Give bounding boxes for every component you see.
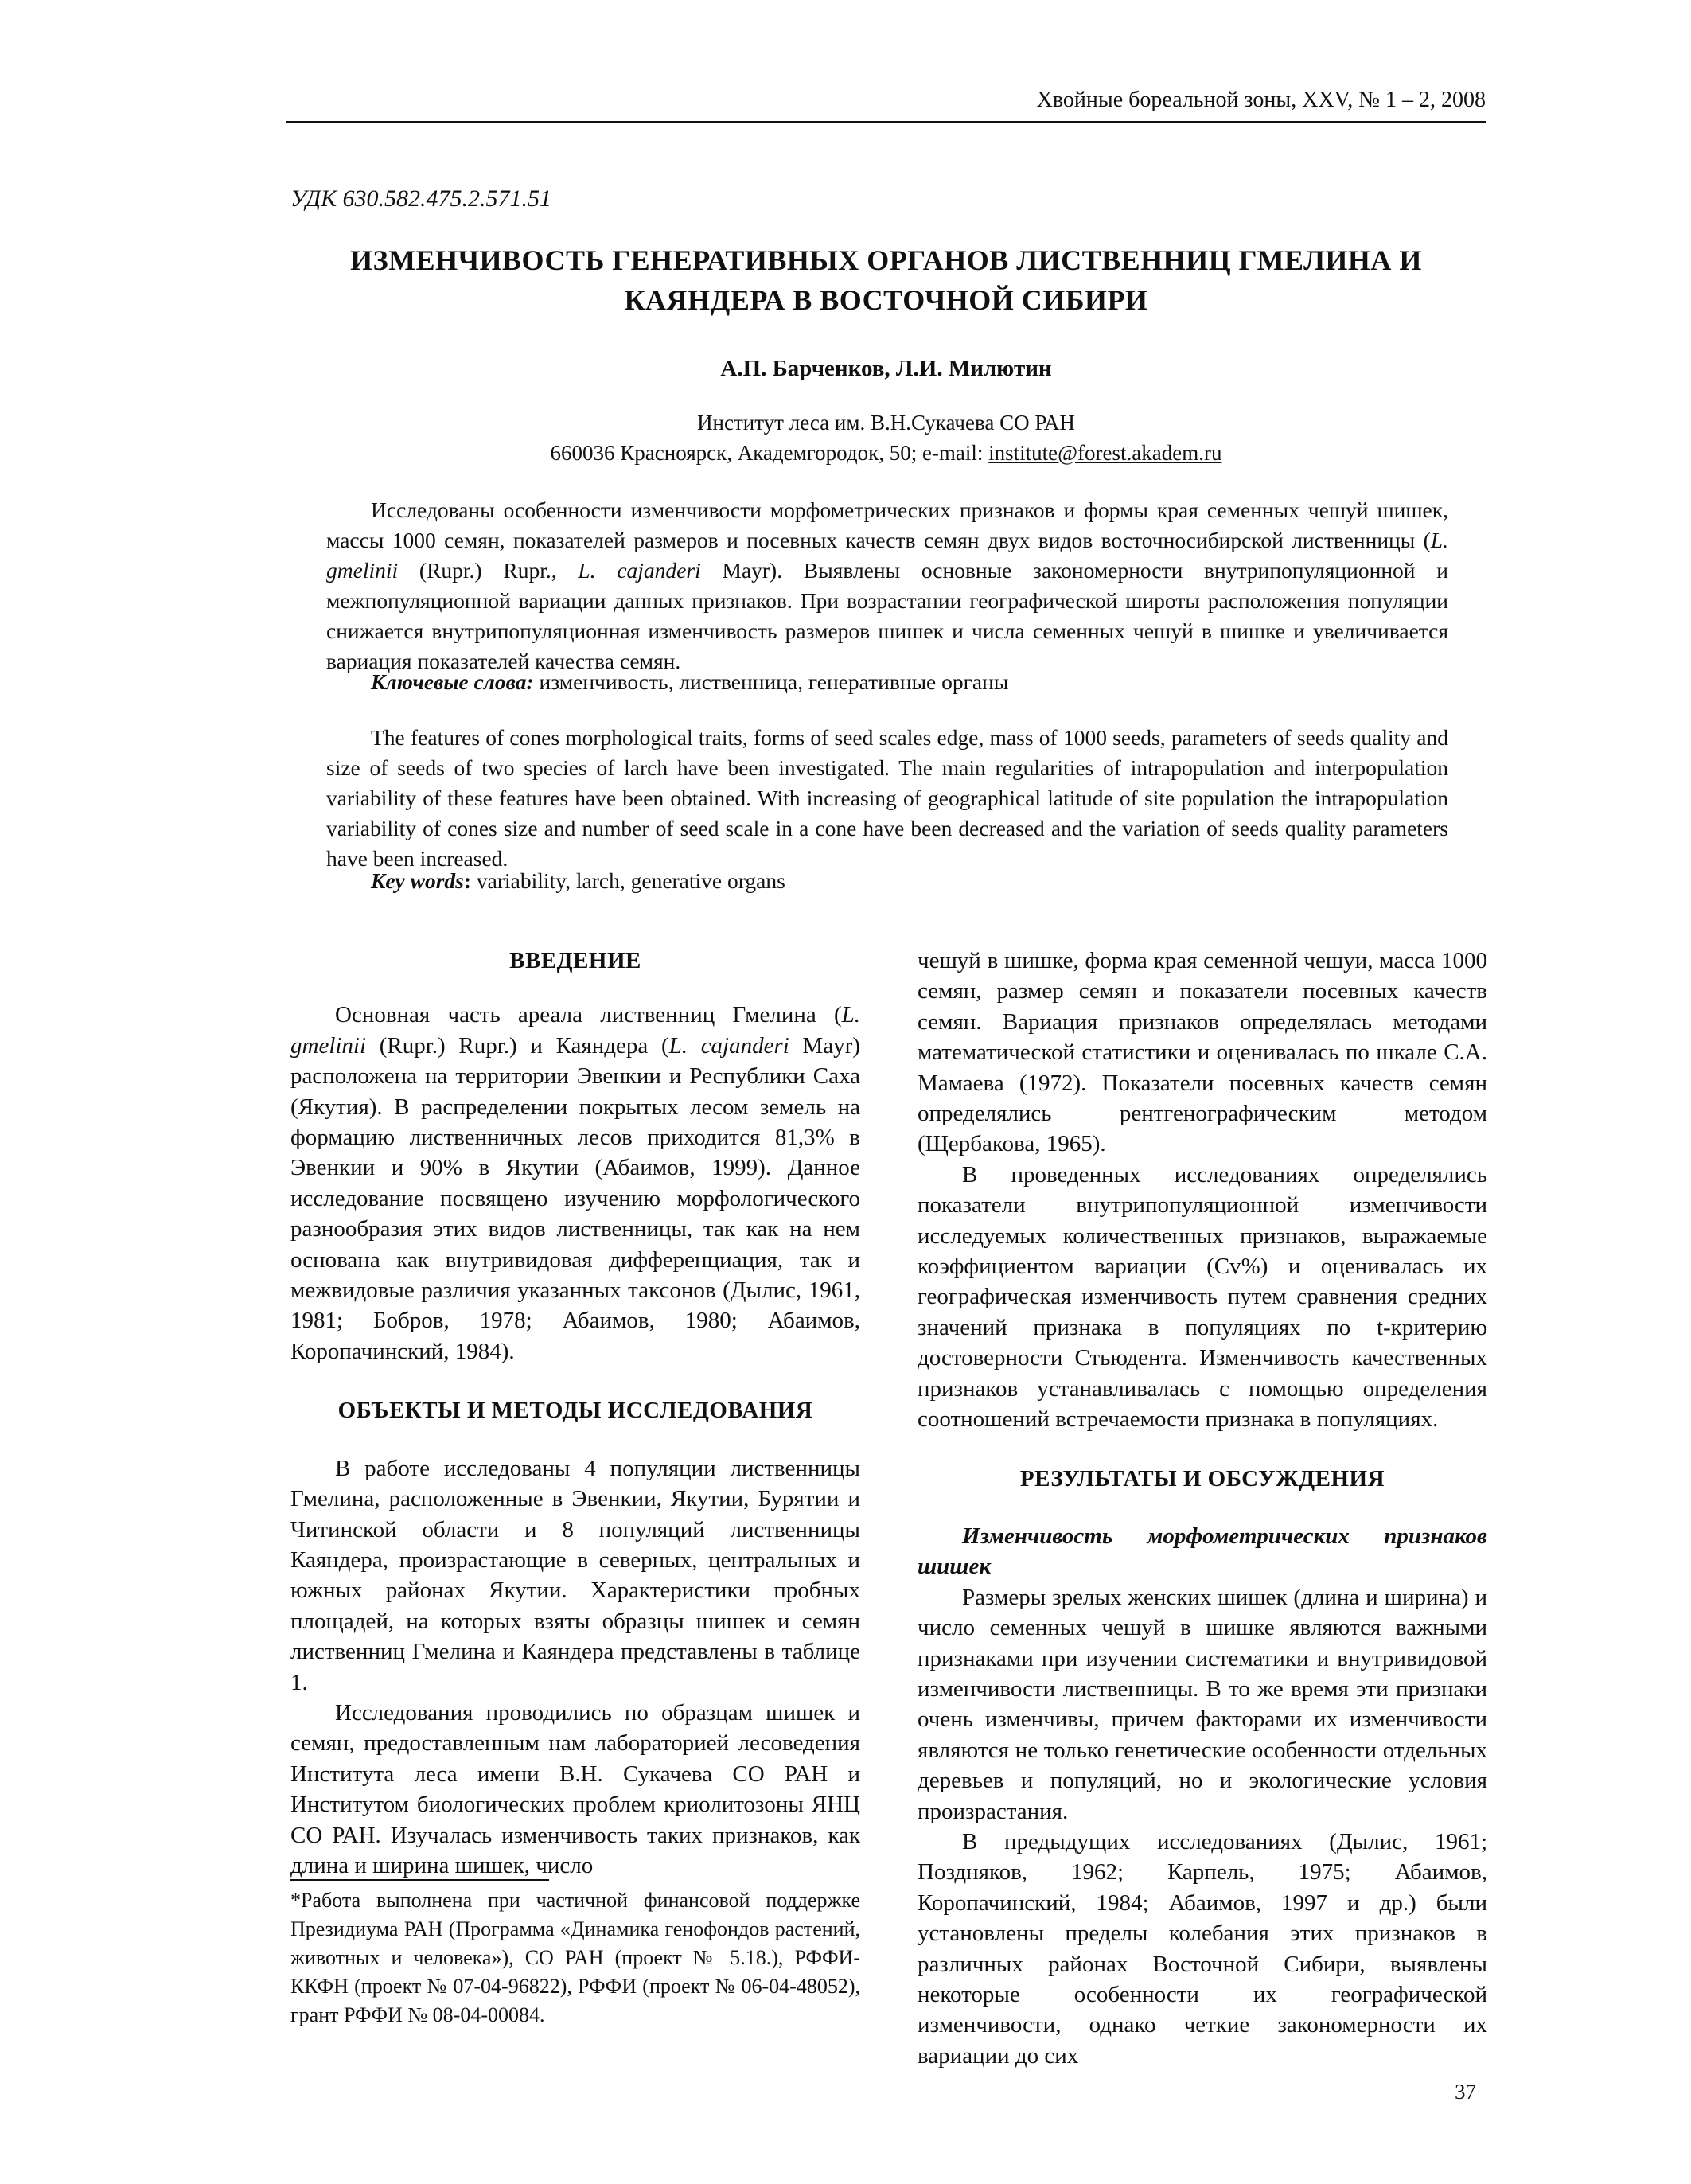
abstract-ru-part-2: (Rupr.) Rupr.,: [398, 558, 579, 583]
keywords-list: изменчивость, лиственница, генеративные органы: [533, 669, 1009, 694]
subsection-heading: Изменчивость морфометрических признаков шишек: [918, 1523, 1487, 1580]
paragraph: [290, 1000, 860, 1367]
abstract-russian-text: [326, 495, 1448, 677]
affiliation-institute: Институт леса им. В.Н.Сукачева СО РАН: [697, 411, 1075, 435]
section-heading-results: РЕЗУЛЬТАТЫ И ОБСУЖДЕНИЯ: [1019, 1465, 1385, 1492]
keywords-list: variability, larch, generative organs: [471, 868, 785, 893]
species-name: L. cajanderi: [668, 1032, 789, 1059]
affiliation-address: [286, 438, 1486, 468]
species-name: L. gmelinii: [326, 528, 1448, 583]
keywords-colon: :: [463, 868, 472, 893]
abstract-ru-part-3: Mayr). Выявлены основные закономерности внутрипопуляционной и межпопуляционной вариации данных признаков. При возрастании географической широты расположения популяции снижается внутрипопуляционная изменчивость размеров шишек и числа семенных чешуй в шишке и увеличивается вариация показателей качества семян.: [326, 558, 1448, 673]
email-link[interactable]: institute@forest.akadem.ru: [988, 441, 1222, 465]
paragraph: В проведенных исследованиях определялись показатели внутрипопуляционной изменчивости исследуемых количественных признаков, выражаемые коэффициентом вариации (Cv%) и оценивалась их географическая изменчивость путем сравнения средних значений признака в популяциях по t-критерию достоверности Стьюдента. Изменчивость качественных признаков устанавливалась с помощью определения соотношений встречаемости признака в популяциях.: [918, 1161, 1487, 1433]
header-rule: [286, 121, 1486, 123]
intro-part-3: Mayr) расположена на территории Эвенкии и Республики Саха (Якутия). В распределении покрытых лесом земель на формацию лиственничных лесов приходится 81,3% в Эвенкии и 90% в Якутии (Абаимов, 1999). Данное исследование посвящено изучению морфологического разнообразия этих видов лиственницы, так как на нем основана как внутривидовая дифференциация, так и межвидовые различия указанных таксонов (Дылис, 1961, 1981; Бобров, 1978; Абаимов, 1980; Абаимов, Коропачинский, 1984).: [290, 1032, 861, 1364]
affiliation: [286, 408, 1486, 468]
affiliation-address-text: 660036 Красноярск, Академгородок, 50; e-mail:: [550, 441, 989, 465]
authors: А.П. Барченков, Л.И. Милютин: [720, 356, 1052, 381]
running-head: Хвойные бореальной зоны, XXV, № 1 – 2, 2008: [1036, 88, 1486, 112]
section-heading-methods: ОБЪЕКТЫ И МЕТОДЫ ИССЛЕДОВАНИЯ: [337, 1398, 813, 1424]
intro-part-1: Основная часть ареала лиственниц Гмелина (: [335, 1002, 842, 1028]
udk-code: УДК 630.582.475.2.571.51: [290, 185, 551, 212]
abstract-ru-part-1: Исследованы особенности изменчивости морфометрических признаков и формы края семенных чешуй шишек, массы 1000 семян, показателей размеров и посевных качеств семян двух видов восточносибирской лиственницы (: [326, 497, 1448, 552]
keywords-label: Key words: [371, 868, 464, 893]
paper-title-line-1: ИЗМЕНЧИВОСТЬ ГЕНЕРАТИВНЫХ ОРГАНОВ ЛИСТВЕННИЦ ГМЕЛИНА И: [350, 244, 1422, 276]
paragraph: В предыдущих исследованиях (Дылис, 1961; Поздняков, 1962; Карпель, 1975; Абаимов, Коропачинский, 1984; Абаимов, 1997 и др.) были установлены пределы колебания этих признаков в различных районах Восточной Сибири, выявлены некоторые особенности их географической изменчивости, однако четкие закономерности их вариации до сих: [918, 1828, 1487, 2069]
paragraph-continued: чешуй в шишке, форма края семенной чешуи, масса 1000 семян, размер семян и показатели посевных качеств семян. Вариация признаков определялась методами математической статистики и оценивалась по шкале С.А. Мамаева (1972). Показатели посевных качеств семян определялись рентгенографическим методом (Щербакова, 1965).: [918, 948, 1487, 1157]
abstract-russian: [326, 495, 1448, 677]
left-column: [290, 946, 860, 1881]
keywords-russian-text: [326, 667, 1448, 697]
section-heading-introduction: ВВЕДЕНИЕ: [509, 948, 641, 973]
paragraph: Исследования проводились по образцам шишек и семян, предоставленным нам лабораторией лесоведения Института леса имени В.Н. Сукачева СО РАН и Институтом биологических проблем криолитозоны ЯНЦ СО РАН. Изучалась изменчивость таких признаков, как длина и ширина шишек, число: [290, 1699, 860, 1878]
keywords-english-text: [326, 866, 1448, 896]
paper-title: [286, 240, 1486, 320]
keywords-label: Ключевые слова:: [371, 669, 534, 694]
paper-title-line-2: КАЯНДЕРА В ВОСТОЧНОЙ СИБИРИ: [624, 284, 1148, 316]
keywords-russian: [326, 667, 1448, 697]
paragraph: Размеры зрелых женских шишек (длина и ширина) и число семенных чешуй в шишке являются важными признаками при изучении систематики и внутривидовой изменчивости лиственницы. В то же время эти признаки очень изменчивы, причем факторами их изменчивости являются не только генетические особенности отдельных деревьев и популяций, но и экологические условия произрастания.: [918, 1584, 1487, 1824]
abstract-english-text: The features of cones morphological traits, forms of seed scales edge, mass of 1000 seeds, parameters of seeds quality and size of seeds of two species of larch have been investigated. The main regularities of intrapopulation and interpopulation variability of these features have been obtained. With increasing of geographical latitude of site population the intrapopulation variability of cones size and number of seed scale in a cone have been decreased and the variation of seeds quality parameters have been increased.: [326, 725, 1448, 871]
paragraph: В работе исследованы 4 популяции лиственницы Гмелина, расположенные в Эвенкии, Якутии, Бурятии и Читинской области и 8 популяций лиственницы Каяндера, произрастающие в северных, центральных и южных районах Якутии. Характеристики пробных площадей, на которых взяты образцы шишек и семян лиственниц Гмелина и Каяндера представлены в таблице 1.: [290, 1455, 860, 1695]
page-number: 37: [1455, 2080, 1476, 2104]
footnote-rule: [290, 1879, 549, 1881]
right-column: [918, 946, 1487, 2071]
abstract-english: [326, 723, 1448, 874]
footnote-text: *Работа выполнена при частичной финансовой поддержке Президиума РАН (Программа «Динамика генофондов растений, животных и человека»), СО РАН (проект № 5.18.), РФФИ-ККФН (проект № 07-04-96822), РФФИ (проект № 06-04-48052), грант РФФИ № 08-04-00084.: [290, 1889, 860, 2026]
keywords-english: [326, 866, 1448, 896]
intro-part-2: (Rupr.) Rupr.) и Каяндера (: [366, 1032, 669, 1059]
species-name: L. cajanderi: [578, 558, 701, 583]
species-name: L. gmelinii: [290, 1002, 860, 1059]
footnote: [290, 1886, 860, 2030]
